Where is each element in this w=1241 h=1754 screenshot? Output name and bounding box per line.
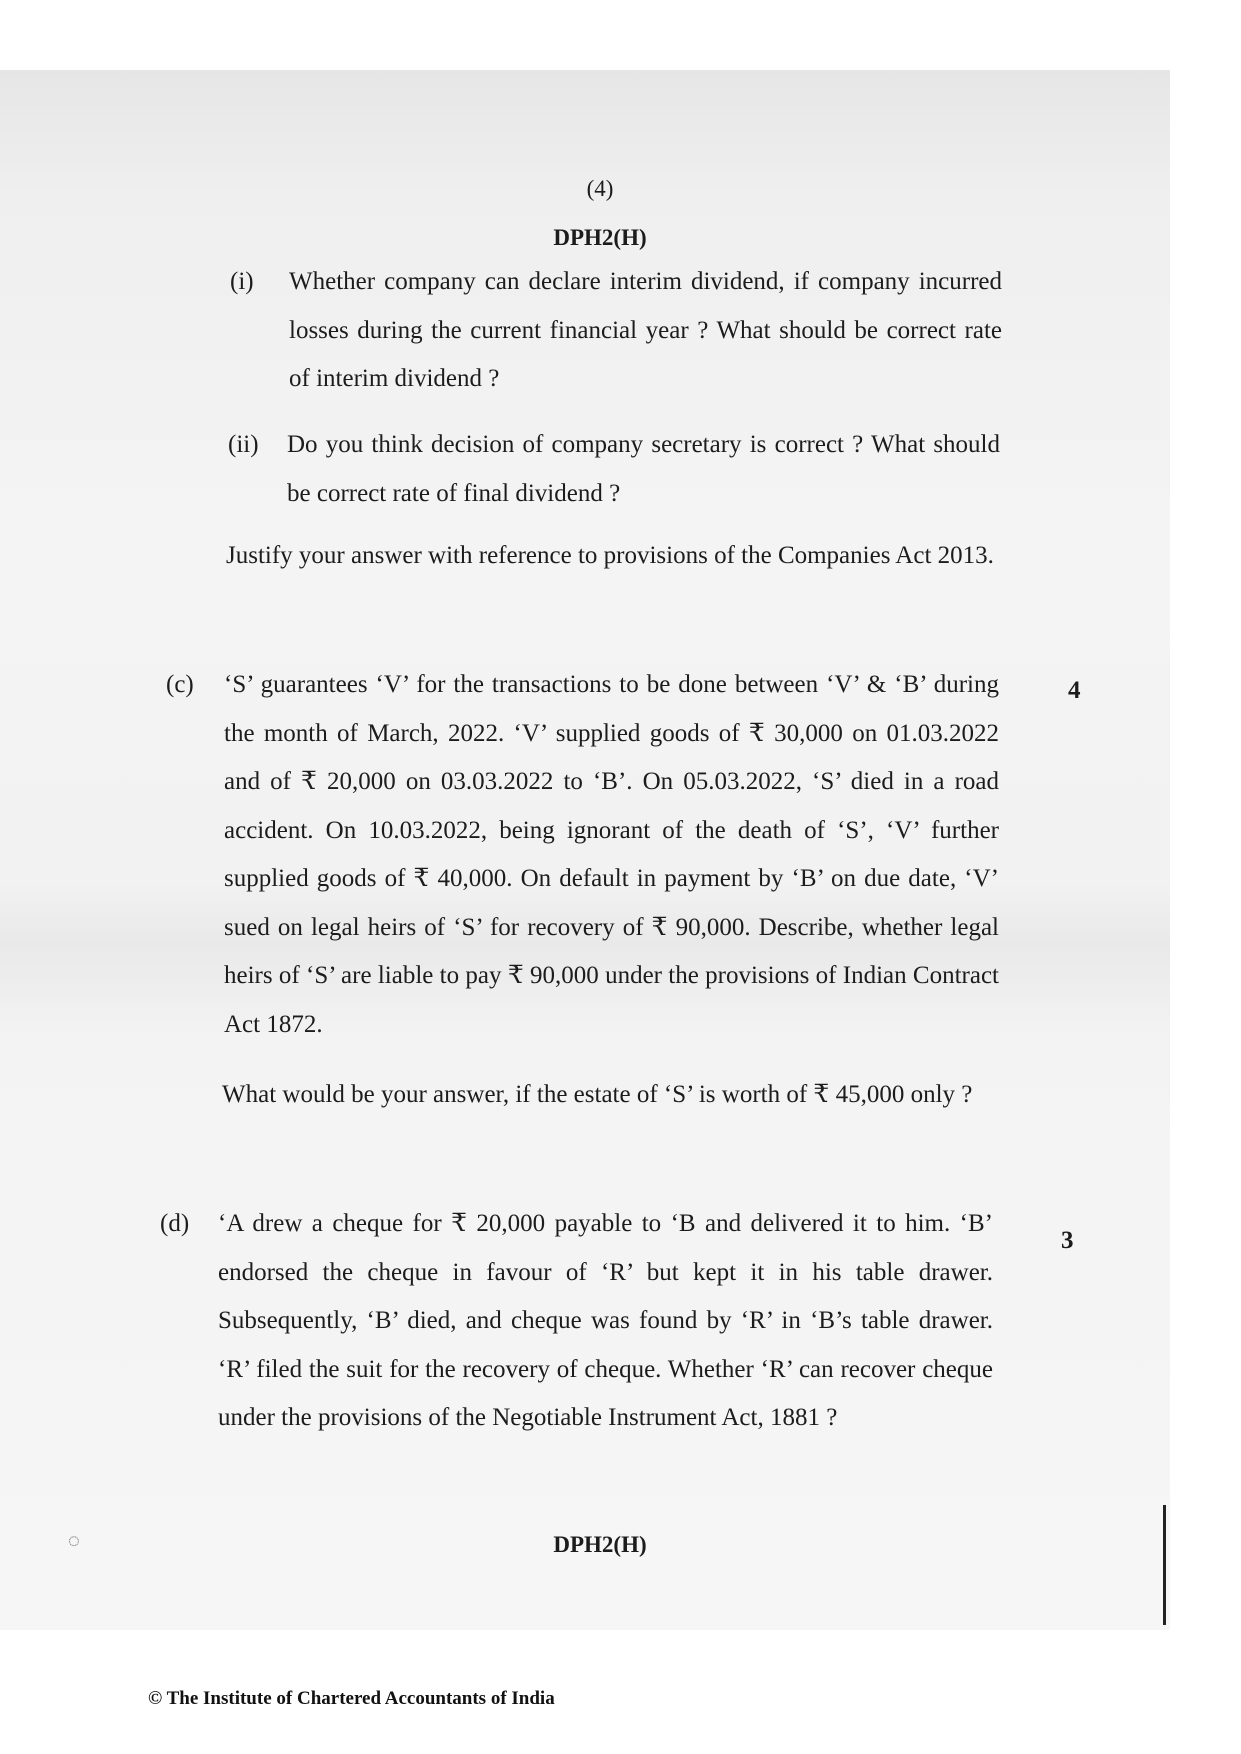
question-d-label: (d)	[160, 1210, 190, 1237]
question-b-justify-text: Justify your answer with reference to provisions of the Companies Act 2013.	[226, 542, 994, 569]
question-c-label: (c)	[166, 671, 194, 698]
question-b-i-text: Whether company can declare interim dividend, if company incurred losses during the current financial year ? What should be correct rate of interim dividend ?	[289, 268, 1002, 392]
question-c-marks: 4	[1068, 677, 1081, 704]
question-d-marks: 3	[1061, 1227, 1074, 1254]
paper-code-footer: DPH2(H)	[553, 1532, 647, 1557]
page-number: (4)	[586, 176, 614, 201]
question-b-ii-text: Do you think decision of company secretary is correct ? What should be correct rate of final dividend ?	[287, 431, 1000, 507]
question-b-ii-label: (ii)	[228, 431, 259, 458]
question-b-i-label: (i)	[230, 268, 254, 295]
page-edge-shadow	[1163, 1505, 1166, 1625]
question-c-followup: What would be your answer, if the estate of ‘S’ is worth of ₹ 45,000 only ?	[222, 1081, 973, 1108]
copyright-footer: © The Institute of Chartered Accountants of India	[148, 1688, 555, 1709]
scan-mark: ◌	[68, 1530, 80, 1552]
question-c-text: ‘S’ guarantees ‘V’ for the transactions to be done between ‘V’ & ‘B’ during the month of March, 2022. ‘V’ supplied goods of ₹ 30,000 on 01.03.2022 and of ₹ 20,000 on 03.03.2022 to ‘B’. On 05.03.2022, ‘S’ died in a road accident. On 10.03.2022, being ignorant of the death of ‘S’, ‘V’ further supplied goods of ₹ 40,000. On default in payment by ‘B’ on due date, ‘V’ sued on legal heirs of ‘S’ for recovery of ₹ 90,000. Describe, whether legal heirs of ‘S’ are liable to pay ₹ 90,000 under the provisions of Indian Contract Act 1872.	[224, 671, 999, 1038]
question-d-text: ‘A drew a cheque for ₹ 20,000 payable to ‘B and delivered it to him. ‘B’ endorsed the cheque in favour of ‘R’ but kept it in his table drawer. Subsequently, ‘B’ died, and cheque was found by ‘R’ in ‘B’s table drawer. ‘R’ filed the suit for the recovery of cheque. Whether ‘R’ can recover cheque under the provisions of the Negotiable Instrument Act, 1881 ?	[218, 1210, 993, 1431]
paper-code-header: DPH2(H)	[553, 225, 647, 250]
